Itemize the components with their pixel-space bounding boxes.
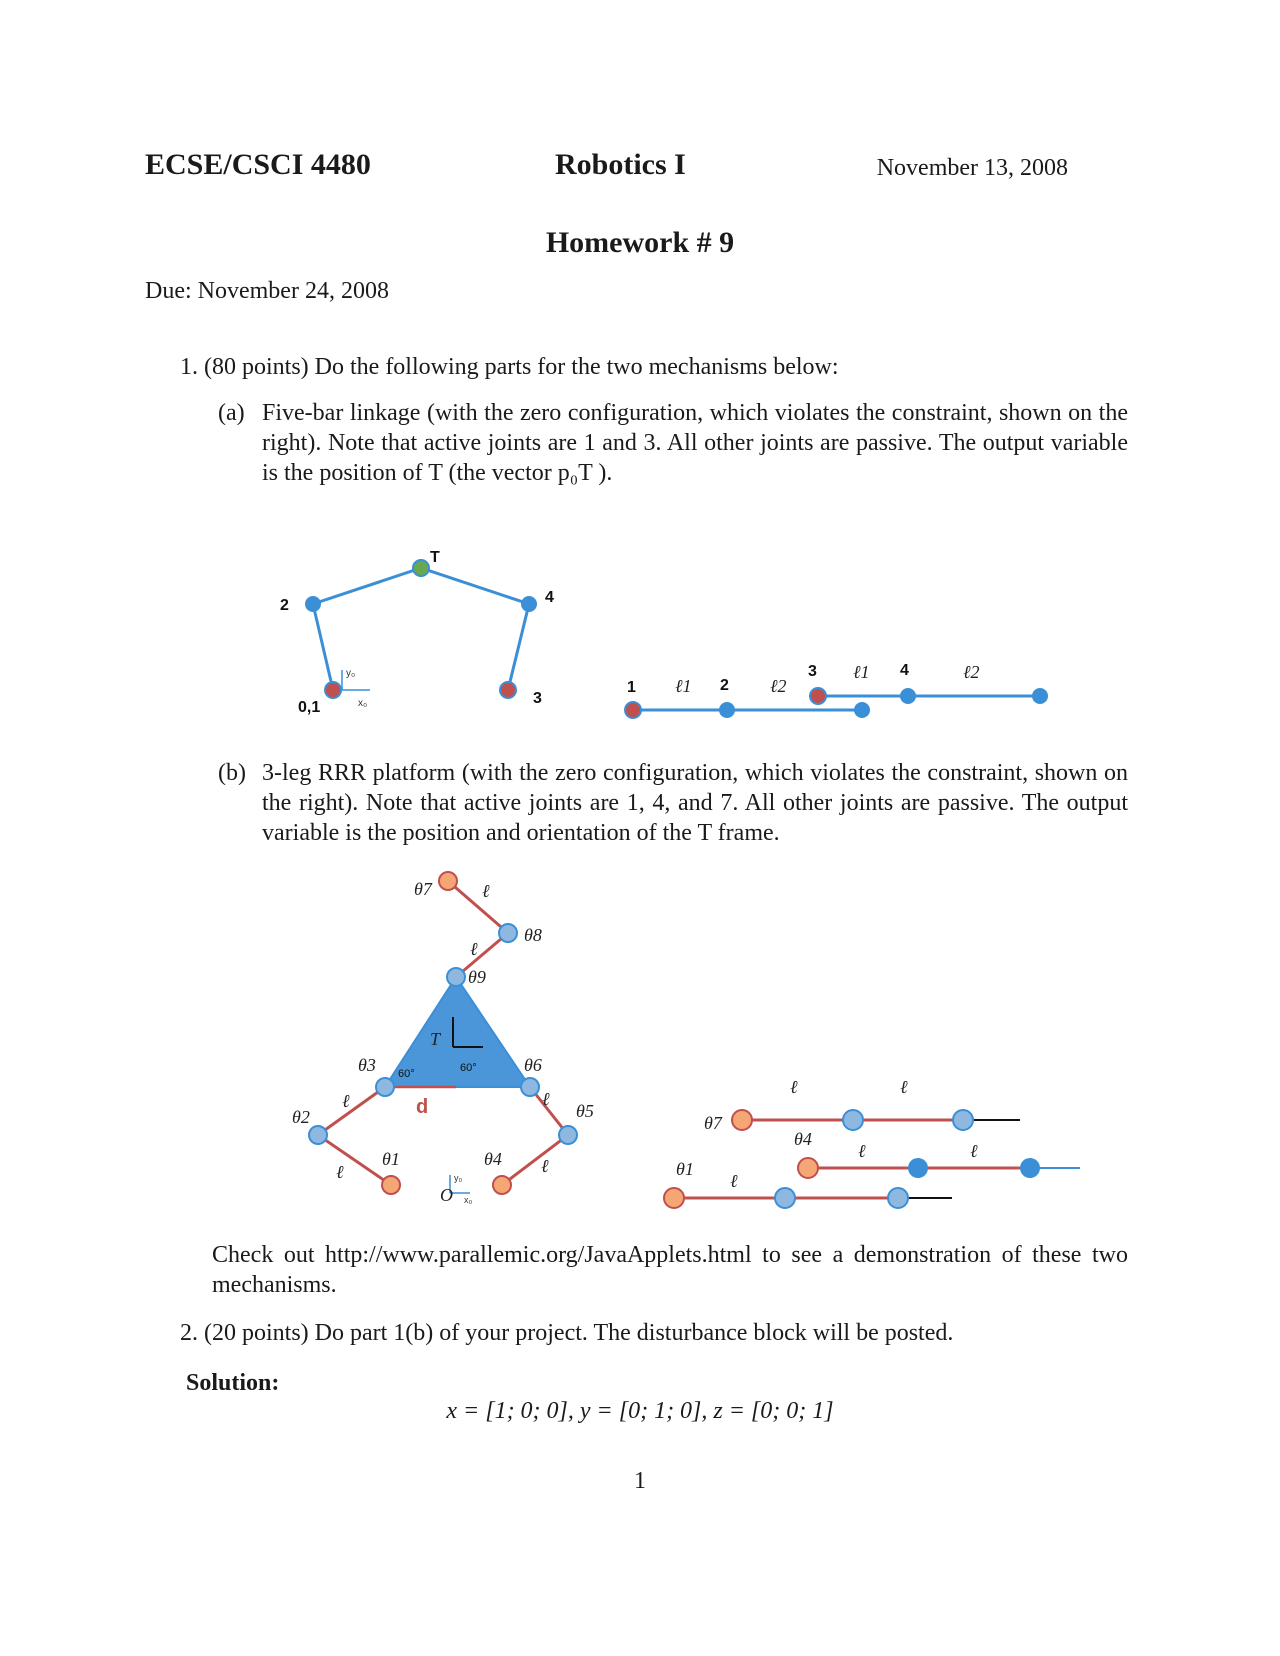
label-d: d — [416, 1096, 429, 1118]
zero-label-l1a: ℓ1 — [675, 676, 692, 696]
label-j4: 4 — [545, 589, 554, 606]
homework-title: Homework # 9 — [545, 226, 735, 259]
joint-theta8 — [499, 924, 517, 942]
figure-3-leg-rrr-platform — [280, 879, 1110, 1265]
zero-joint-5 — [908, 1158, 928, 1178]
question-1a-text: Five-bar linkage (with the zero configuration, which violates the constraint, shown on the right). Note that active joints are 1 and 3. All other joints are passive. The output variable is the position of T (the vector p₀T ). — [262, 400, 1128, 486]
label-y0: y₀ — [346, 668, 356, 679]
zero-joint-2 — [719, 702, 735, 718]
label-x0-b: x₀ — [464, 1195, 473, 1205]
label-l-left: ℓ — [342, 1091, 350, 1111]
question-1b-text: 3-leg RRR platform (with the zero configuration, which violates the constraint, shown on the right). Note that active joints are 1, 4, and 7. All other joints are passive. The output variable is the position and orientation of the T frame. — [262, 760, 1128, 846]
label-60-right: 60° — [460, 1062, 477, 1074]
solution-equation: x = [1; 0; 0], y = [0; 1; 0], z = [0; 0; 1] — [446, 1398, 834, 1424]
header-date: November 13, 2008 — [876, 155, 1068, 181]
zero-label-theta7: θ7 — [704, 1113, 722, 1133]
joint-theta5 — [559, 1126, 577, 1144]
zero-joint-3 — [888, 1188, 908, 1208]
zero-joint-6 — [1020, 1158, 1040, 1178]
label-theta7: θ7 — [414, 879, 432, 899]
zero-joint-theta4 — [798, 1158, 818, 1178]
label-theta2: θ2 — [292, 1107, 310, 1127]
zero-label-j3: 3 — [808, 663, 817, 680]
zero-label-l1b: ℓ1 — [853, 662, 870, 682]
zero-label-theta4: θ4 — [794, 1129, 812, 1149]
joint-2 — [305, 596, 321, 612]
joint-theta7 — [439, 872, 457, 890]
zero-label-l5: ℓ — [730, 1171, 738, 1191]
zero-joint-theta1 — [664, 1188, 684, 1208]
zero-label-j2: 2 — [720, 677, 729, 694]
label-l-top: ℓ — [482, 881, 490, 901]
label-l-br: ℓ — [541, 1156, 549, 1176]
label-j01: 0,1 — [298, 699, 321, 716]
joint-theta1 — [382, 1176, 400, 1194]
page-number: 1 — [634, 1468, 646, 1494]
zero-label-l2b: ℓ2 — [963, 662, 980, 682]
solution-label: Solution: — [186, 1370, 280, 1396]
zero-joint-4 — [900, 688, 916, 704]
zero-end-a — [854, 702, 870, 718]
joint-0-1 — [325, 682, 341, 698]
question-2: 2. (20 points) Do part 1(b) of your project. The disturbance block will be posted. — [180, 1320, 954, 1346]
joint-theta9 — [447, 968, 465, 986]
joint-theta6 — [521, 1078, 539, 1096]
zero-label-l3: ℓ — [858, 1141, 866, 1161]
five-bar-current-config — [280, 549, 554, 716]
demo-link-note: Check out http://www.parallemic.org/JavaApplets.html to see a demonstration of these two mechanisms. — [212, 1242, 1128, 1298]
zero-joint-theta7 — [732, 1110, 752, 1130]
due-date: Due: November 24, 2008 — [145, 278, 389, 304]
zero-joint-8 — [843, 1110, 863, 1130]
label-x0: x₀ — [358, 698, 368, 709]
label-j2: 2 — [280, 597, 289, 614]
course-subject: Robotics I — [555, 148, 686, 181]
label-origin: O — [440, 1185, 453, 1205]
label-theta3: θ3 — [358, 1055, 376, 1075]
zero-joint-9 — [953, 1110, 973, 1130]
label-theta1: θ1 — [382, 1149, 400, 1169]
zero-label-l2: ℓ — [900, 1077, 908, 1097]
zero-label-l4: ℓ — [970, 1141, 978, 1161]
zero-joint-3 — [810, 688, 826, 704]
zero-label-l2a: ℓ2 — [770, 676, 787, 696]
zero-joint-1 — [625, 702, 641, 718]
joint-theta2 — [309, 1126, 327, 1144]
label-y0-b: y₀ — [454, 1173, 463, 1183]
label-theta4: θ4 — [484, 1149, 502, 1169]
zero-label-j1: 1 — [627, 679, 636, 696]
question-1a-label: (a) — [218, 400, 245, 426]
zero-label-l1: ℓ — [790, 1077, 798, 1097]
label-theta8: θ8 — [524, 925, 542, 945]
zero-label-j4: 4 — [900, 662, 909, 679]
rrr-current-config — [292, 872, 594, 1205]
rrr-zero-config — [664, 1077, 1080, 1208]
label-theta9: θ9 — [468, 967, 486, 987]
question-1a — [218, 398, 1128, 488]
label-l-mid: ℓ — [470, 939, 478, 959]
question-1b-label: (b) — [218, 760, 246, 786]
label-theta6: θ6 — [524, 1055, 542, 1075]
zero-joint-2 — [775, 1188, 795, 1208]
joint-3 — [500, 682, 516, 698]
leg-left — [318, 1087, 391, 1185]
joint-T — [413, 560, 429, 576]
label-l-bl: ℓ — [336, 1162, 344, 1182]
label-l-right: ℓ — [542, 1089, 550, 1109]
label-j3: 3 — [533, 690, 542, 707]
figure-five-bar-linkage — [280, 540, 1090, 740]
label-theta5: θ5 — [576, 1101, 594, 1121]
joint-theta4 — [493, 1176, 511, 1194]
label-T-frame: T — [430, 1029, 441, 1049]
label-60-left: 60° — [398, 1068, 415, 1080]
five-bar-zero-config — [625, 662, 1048, 718]
question-1-intro: 1. (80 points) Do the following parts for the two mechanisms below: — [180, 354, 839, 380]
zero-end-b — [1032, 688, 1048, 704]
course-code: ECSE/CSCI 4480 — [145, 148, 371, 181]
zero-label-theta1: θ1 — [676, 1159, 694, 1179]
label-T: T — [430, 549, 440, 566]
joint-theta3 — [376, 1078, 394, 1096]
question-1b — [218, 758, 1128, 848]
joint-4 — [521, 596, 537, 612]
